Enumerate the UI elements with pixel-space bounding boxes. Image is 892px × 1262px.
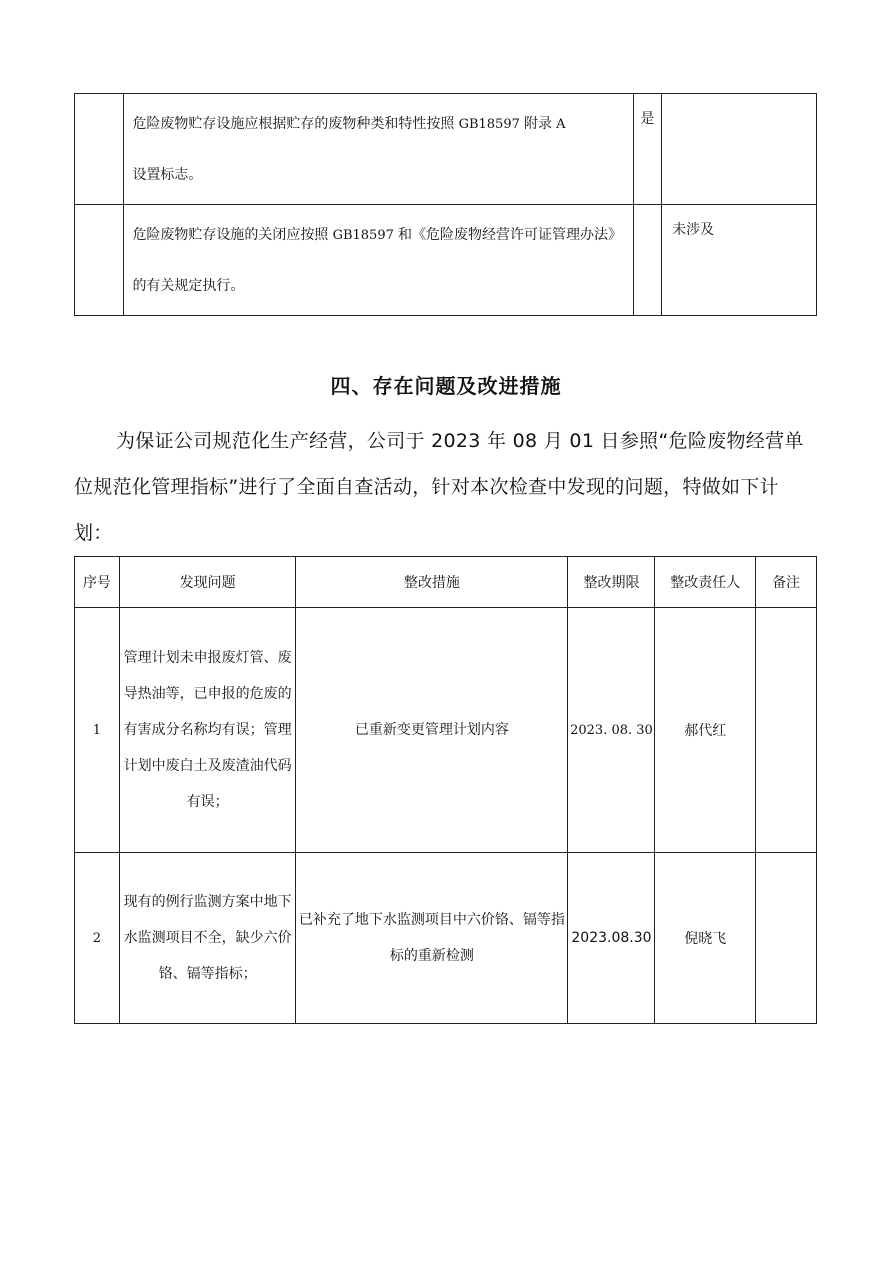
section-paragraph: 为保证公司规范化生产经营，公司于 2023 年 08 月 01 日参照“危险废物经营单位规范化管理指标”进行了全面自查活动，针对本次检查中发现的问题，特做如下计划： <box>74 430 804 544</box>
rectification-table <box>74 556 817 1024</box>
storage-requirements-table <box>74 93 817 316</box>
row-measure: 已补充了地下水监测项目中六价铬、镉等指标的重新检测 <box>296 853 568 1024</box>
row-note <box>756 608 817 853</box>
requirement-text <box>124 205 633 316</box>
check-cell: 是 <box>633 94 662 205</box>
requirement-text-part: 设置标志。 <box>132 166 203 183</box>
section-heading: 四、存在问题及改进措施 <box>330 374 562 398</box>
header-seq: 序号 <box>75 557 120 608</box>
header-measure: 整改措施 <box>296 557 568 608</box>
header-problem: 发现问题 <box>119 557 295 608</box>
remark-cell: 未涉及 <box>662 205 817 316</box>
requirement-text <box>124 94 633 205</box>
row-person: 倪晓飞 <box>655 853 756 1024</box>
row-problem: 管理计划未申报废灯管、废导热油等，已申报的危废的有害成分名称均有误；管理计划中废白土及废渣油代码有误； <box>119 608 295 853</box>
row-deadline: 2023. 08. 30 <box>568 608 655 853</box>
row-note <box>756 853 817 1024</box>
table-cell-empty <box>75 205 124 316</box>
check-cell <box>633 205 662 316</box>
row-deadline: 2023.08.30 <box>568 853 655 1024</box>
remark-cell <box>662 94 817 205</box>
standard-code: GB18597 <box>332 227 394 243</box>
table-row <box>75 94 817 205</box>
row-problem: 现有的例行监测方案中地下水监测项目不全，缺少六价铬、镉等指标； <box>119 853 295 1024</box>
row-seq: 2 <box>75 853 120 1024</box>
row-seq: 1 <box>75 608 120 853</box>
requirement-text-part: 危险废物贮存设施的关闭应按照 <box>132 226 329 243</box>
requirement-text-part: 和《危险废物经营许可证管理办法》的有关规定执行。 <box>132 226 623 294</box>
header-deadline: 整改期限 <box>568 557 655 608</box>
standard-code: GB18597 <box>458 116 520 132</box>
requirement-text-part: 危险废物贮存设施应根据贮存的废物种类和特性按照 <box>132 115 455 132</box>
requirement-text-part: 附录 <box>524 115 553 132</box>
row-measure: 已重新变更管理计划内容 <box>296 608 568 853</box>
table-row <box>75 608 817 853</box>
table-cell-empty <box>75 94 124 205</box>
appendix-code: A <box>556 116 566 132</box>
header-note: 备注 <box>756 557 817 608</box>
table-row <box>75 853 817 1024</box>
table-header-row <box>75 557 817 608</box>
header-person: 整改责任人 <box>655 557 756 608</box>
row-person: 郝代红 <box>655 608 756 853</box>
table-row <box>75 205 817 316</box>
